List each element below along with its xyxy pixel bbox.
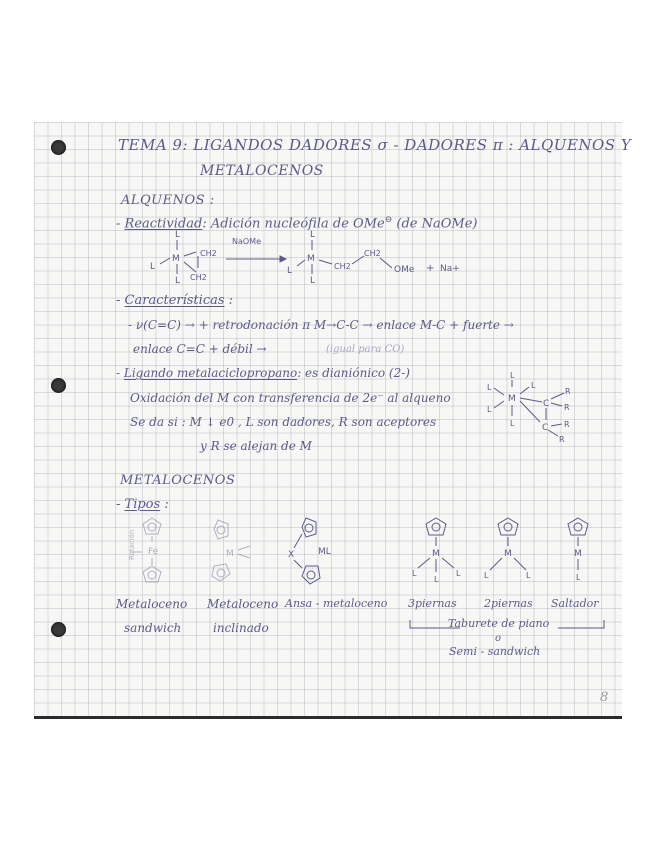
left-ch2-bottom: CH2 — [190, 273, 207, 282]
right-l-left: L — [287, 266, 293, 276]
right-ome: OMe — [394, 265, 415, 275]
binder-hole-icon — [51, 622, 66, 637]
type-label-sandwich-2: sandwich — [124, 621, 182, 635]
section-heading-metalocenos: METALOCENOS — [120, 473, 236, 488]
caracteristicas-label: Características — [124, 293, 225, 308]
left-l-left: L — [150, 262, 156, 272]
rotacion-label: Rotación — [128, 529, 136, 560]
page-title: TEMA 9: LIGANDOS DADORES σ - DADORES π : ALQUENOS Y — [118, 136, 632, 154]
mc-r2: R — [564, 403, 570, 412]
type-label-inclinado-2: inclinado — [213, 621, 269, 635]
metalacyclopropane-structure — [484, 368, 580, 446]
o-label: o — [495, 633, 502, 644]
saltador-m-label: M — [574, 549, 582, 559]
caracteristicas-line2: enlace C=C + débil → — [133, 342, 267, 356]
taburete-label: Taburete de piano — [448, 617, 550, 630]
mc-r4: R — [559, 435, 565, 444]
two-leg-l-label: L — [484, 571, 489, 580]
mc-c2: C — [542, 423, 549, 433]
binder-hole-icon — [51, 378, 66, 393]
mc-l-left-top: L — [487, 383, 492, 392]
reagent-label: NaOMe — [232, 237, 262, 246]
type-label-sandwich: Metaloceno — [116, 597, 188, 611]
two-legged-piano-stool — [484, 518, 531, 580]
reaction-scheme — [140, 226, 480, 290]
caracteristicas-heading: - Características : — [116, 293, 234, 308]
caracteristicas-line1: - ν(C=C) → + retrodonación π M→C-C → enlace M-C + fuerte → — [128, 318, 514, 332]
left-ch2-top: CH2 — [200, 249, 217, 258]
pogo-stick-saltador — [568, 518, 588, 582]
mc-r3: R — [564, 420, 570, 429]
tilted-m-label: M — [226, 549, 234, 559]
sodium-cation: Na+ — [440, 264, 460, 274]
right-metal: M — [307, 254, 315, 264]
three-leg-m-label: M — [432, 549, 440, 559]
three-legged-piano-stool — [412, 518, 461, 584]
seda-line2: y R se alejan de M — [200, 439, 312, 453]
saltador-l-label: L — [576, 573, 581, 582]
two-leg-m-label: M — [504, 549, 512, 559]
right-ch2-a: CH2 — [334, 262, 351, 271]
left-metal: M — [172, 254, 180, 264]
reactividad-text: : Adición nucleófila de OMe — [202, 216, 385, 232]
page-bottom-edge — [34, 716, 622, 719]
plus-sign: + — [426, 263, 435, 274]
reactividad-line: - Reactividad: Adición nucleófila de OMe⊖ (de NaOMe) — [116, 215, 478, 232]
mc-r1: R — [565, 387, 571, 396]
ansa-metallocene — [288, 518, 331, 584]
page-title-line2: METALOCENOS — [200, 163, 324, 179]
mc-metal: M — [508, 394, 516, 404]
fe-label: Fe — [148, 547, 159, 557]
three-leg-l-label: L — [456, 569, 461, 578]
type-label-3piernas: 3piernas — [408, 597, 457, 610]
semi-sandwich-label: Semi - sandwich — [449, 645, 541, 658]
mc-l-bottom: L — [510, 419, 515, 428]
tipos-colon: : — [164, 497, 169, 512]
mc-c1: C — [543, 399, 550, 409]
reactividad-tail: (de NaOMe) — [396, 216, 478, 232]
left-l-top: L — [175, 230, 181, 240]
sandwich-metallocene — [128, 518, 161, 582]
tipos-label: Tipos — [124, 497, 161, 512]
ansa-x-label: X — [288, 550, 295, 560]
section-heading-alquenos: ALQUENOS : — [121, 193, 215, 208]
two-leg-l-label: L — [526, 571, 531, 580]
binder-hole-icon — [51, 140, 66, 155]
caracteristicas-note: (igual para CO) — [326, 344, 405, 355]
three-leg-l-label: L — [434, 575, 439, 584]
metallocene-structures — [110, 512, 610, 590]
page-number: 8 — [600, 690, 609, 705]
right-l-bottom: L — [310, 276, 316, 286]
ligando-line: - Ligando metalaciclopropano: es dianiónico (2-) — [116, 366, 410, 380]
caracteristicas-colon: : — [228, 293, 234, 308]
ligando-label: Ligando metalaciclopropano — [123, 366, 298, 380]
right-ch2-b: CH2 — [364, 249, 381, 258]
type-label-saltador: Saltador — [551, 597, 599, 610]
seda-line1: Se da si : M ↓ e0 , L son dadores, R son aceptores — [130, 415, 437, 429]
reactividad-label: Reactividad — [124, 216, 203, 232]
type-label-ansa: Ansa - metaloceno — [285, 597, 388, 610]
type-label-inclinado: Metaloceno — [207, 597, 279, 611]
three-leg-l-label: L — [412, 569, 417, 578]
type-label-2piernas: 2piernas — [484, 597, 533, 610]
mc-l-top: L — [510, 371, 515, 380]
ansa-ml-label: ML — [318, 547, 331, 557]
ligando-text: : es dianiónico (2-) — [297, 366, 410, 380]
mc-l-left-low: L — [487, 405, 492, 414]
oxidacion-line: Oxidación del M con transferencia de 2e⁻ al alqueno — [130, 391, 451, 405]
left-l-bottom: L — [175, 276, 181, 286]
mc-l-right-top: L — [531, 381, 536, 390]
right-l-top: L — [310, 230, 316, 240]
tipos-heading: - Tipos : — [116, 497, 169, 512]
tilted-metallocene — [212, 520, 250, 581]
